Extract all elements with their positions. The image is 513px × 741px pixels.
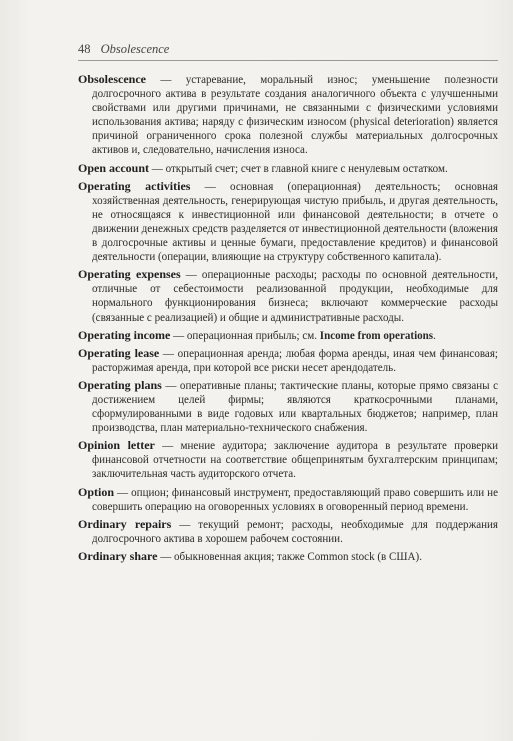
glossary-entry-ordinary-repairs (78, 517, 498, 546)
entry-term: Operating income (78, 327, 171, 342)
entry-definition: — обыкновенная акция; также Common stock (в США). (157, 550, 422, 563)
running-head-title: Obsolescence (100, 42, 170, 56)
entry-definition: — операционные расходы; расходы по основной деятельности, отличные от себестоимости реализованной продукции, необходимые для нормального функционирования бизнеса; включают коммерческие расходы (связанные с реализацией) и общие и административные расходы. (92, 269, 498, 324)
entry-term: Ordinary repairs (78, 516, 172, 531)
glossary-entry-operating-plans (78, 378, 498, 435)
glossary-entry-obsolescence (78, 72, 498, 158)
entry-term: Obsolescence (78, 72, 146, 86)
glossary-entry-opinion-letter (78, 438, 498, 481)
glossary-entry-operating-lease (78, 346, 498, 375)
entry-term: Ordinary share (78, 548, 158, 563)
entry-definition: — операционная прибыль; см. (170, 329, 320, 342)
glossary-entry-open-account (78, 161, 498, 176)
entry-definition: — открытый счет; счет в главной книге с ненулевым остатком. (149, 162, 448, 175)
entry-term: Option (78, 484, 115, 499)
glossary-entry-operating-activities (78, 179, 498, 265)
entry-definition: — мнение аудитора; заключение аудитора в результате проверки финансовой отчетности на соответствие общепринятым бухгалтерским принципам; заключительная часть аудиторского отчета. (92, 440, 498, 481)
page-number: 48 (78, 42, 91, 56)
entry-term: Operating lease (78, 345, 160, 360)
entry-term: Opinion letter (78, 438, 155, 453)
entry-term: Operating activities (78, 178, 191, 193)
glossary-entry-operating-expenses (78, 267, 498, 324)
entry-definition: — текущий ремонт; расходы, необходимые для поддержания долгосрочного актива в хорошем рабочем состоянии. (92, 518, 499, 545)
entry-definition: — опцион; финансовый инструмент, предоставляющий право совершить или не совершить операцию на оговоренных условиях в оговоренный период времени. (92, 486, 498, 513)
header-rule (78, 60, 498, 61)
running-head (78, 42, 498, 57)
glossary-body (78, 72, 498, 567)
entry-term: Open account (78, 160, 150, 175)
entry-definition: — оперативные планы; тактические планы, которые прямо связаны с достижением целей фирмы; являются краткосрочными планами, сформулированными в виде годовых или квартальных бюджетов; например, план производства, план материально-технического снабжения. (92, 379, 499, 435)
entry-definition: — операционная аренда; любая форма аренды, иная чем финансовая; расторжимая аренда, при которой все риски несет арендодатель. (92, 347, 498, 374)
glossary-entry-ordinary-share (78, 549, 498, 564)
entry-term: Operating plans (78, 377, 162, 392)
entry-definition: — основная (операционная) деятельность; основная хозяйственная деятельность, генерирующая чистую прибыль, и другая деятельность, не относящаяся к инвестиционной или финансовой деятельности; в отчете о движении денежных средств разделяется от инвестиционной деятельности (вложения в долгосрочные активы и ценные бумаги, предоставление кредитов) и финансовой деятельности (операции, влияющие на структуру собственного капитала). (92, 180, 498, 264)
glossary-entry-option (78, 485, 498, 514)
entry-definition-end: . (433, 329, 436, 342)
glossary-entry-operating-income (78, 328, 498, 343)
entry-definition: — устаревание, моральный износ; уменьшение полезности долгосрочного актива в результате создания аналогичного объекта с улучшенными свойствами или другими причинами, не связанными с физическими условиями использования актива; наряду с физическим износом (physical deterioration) является причиной ограниченного срока полезной службы материальных долгосрочных активов и, следовательно, начисления износа. (92, 74, 498, 157)
cross-reference: Income from operations (319, 329, 434, 342)
entry-term: Operating expenses (78, 267, 181, 282)
